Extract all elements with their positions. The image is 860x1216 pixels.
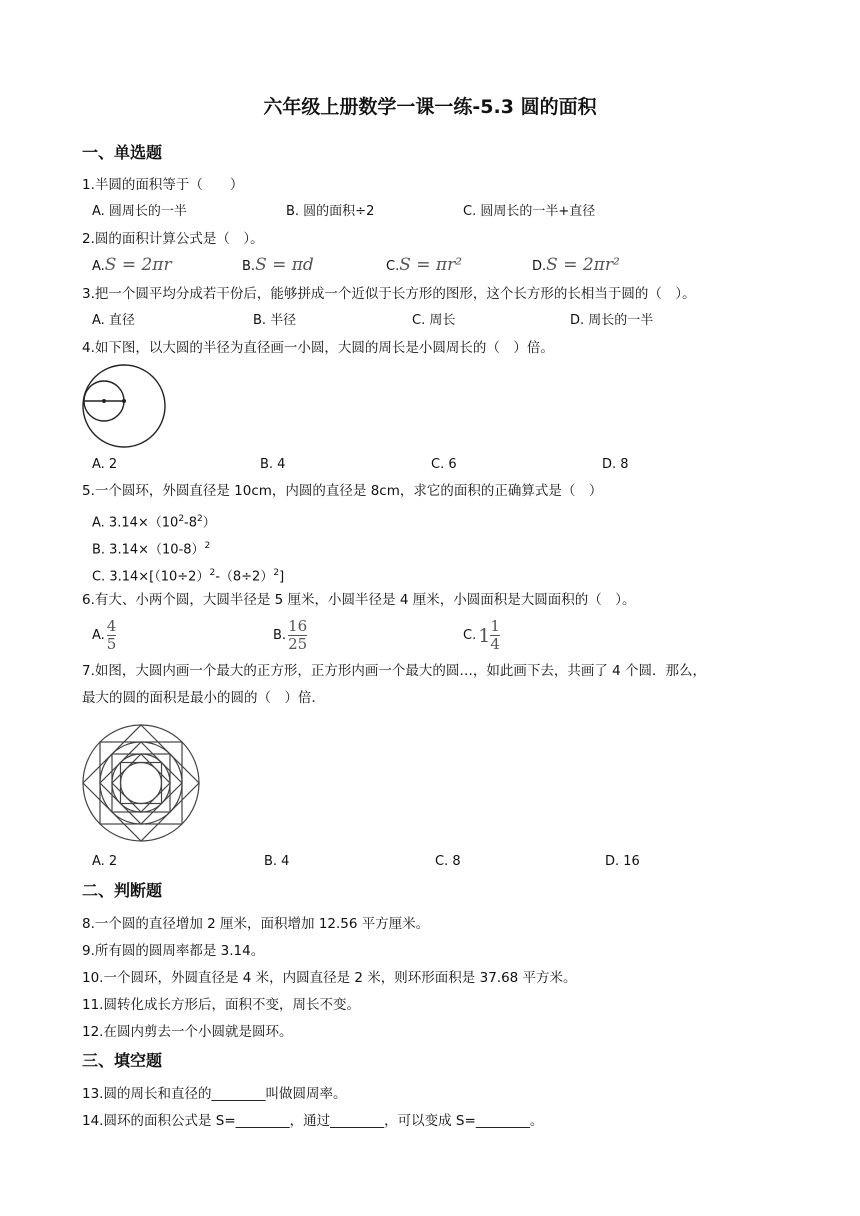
- question-4: 4.如下图，以大圆的半径为直径画一小圆，大圆的周长是小圆周长的（ ）倍。: [82, 340, 554, 356]
- q6-option-b-fraction: [288, 619, 307, 652]
- fraction-denominator: 25: [288, 635, 308, 653]
- q5-c-exponent: 2: [273, 568, 280, 578]
- question-7-line-1: 7.如图，大圆内画一个最大的正方形，正方形内画一个最大的圆…，如此画下去，共画了 4 个圆．那么，: [82, 663, 707, 679]
- question-9: 9.所有圆的圆周率都是 3.14。: [82, 943, 265, 959]
- q4-option-b: B. 4: [260, 457, 286, 472]
- q2-option-d-label: D.: [532, 259, 547, 274]
- question-5: 5.一个圆环，外圆直径是 10cm，内圆的直径是 8cm，求它的面积的正确算式是（ ）: [82, 483, 603, 499]
- q5-option-c: [92, 564, 284, 586]
- q2-option-b-label: B.: [242, 259, 256, 274]
- q7-nested-shapes-figure: [80, 722, 202, 844]
- q4-large-center-dot: [122, 399, 126, 403]
- q6-option-b-label: B.: [273, 627, 287, 643]
- q2-option-a-label: A.: [92, 259, 105, 274]
- page-title: 六年级上册数学一课一练-5.3 圆的面积: [263, 96, 597, 118]
- q2-option-d-formula: S = 2πr²: [546, 255, 620, 275]
- q2-option-a-formula: S = 2πr: [104, 255, 172, 275]
- q2-option-c: [386, 256, 462, 276]
- q7-option-b: B. 4: [264, 854, 290, 869]
- q5-b-part: B. 3.14×（10-8）: [92, 542, 205, 558]
- question-11: 11.圆转化成长方形后，面积不变，周长不变。: [82, 997, 360, 1013]
- mixed-fraction: [490, 619, 500, 652]
- q4-option-a: A. 2: [92, 457, 118, 472]
- question-7-line-2: 最大的圆的面积是最小的圆的（ ）倍．: [82, 690, 325, 706]
- q2-option-b: [242, 256, 314, 276]
- fraction-denominator: 5: [106, 635, 117, 653]
- q1-option-b: B. 圆的面积÷2: [286, 204, 375, 219]
- q6-option-c-mixed-number: [478, 619, 500, 652]
- q7-option-d: D. 16: [605, 854, 640, 869]
- q7-option-c: C. 8: [435, 854, 461, 869]
- q4-option-c: C. 6: [431, 457, 457, 472]
- q2-option-a: [92, 256, 172, 276]
- q4-center-dot: [102, 399, 106, 403]
- q5-a-exponent: 2: [197, 514, 203, 524]
- q2-option-c-label: C.: [386, 259, 400, 274]
- question-8: 8.一个圆的直径增加 2 厘米，面积增加 12.56 平方厘米。: [82, 916, 430, 932]
- q5-b-exponent: 2: [204, 541, 211, 551]
- q2-option-d: [532, 256, 620, 276]
- q5-a-part: -8: [184, 515, 198, 531]
- q1-option-a: A. 圆周长的一半: [92, 204, 187, 219]
- mixed-whole: 1: [478, 624, 491, 647]
- fraction-numerator: 16: [288, 617, 308, 635]
- fraction-denominator: 4: [490, 635, 500, 653]
- question-3: 3.把一个圆平均分成若干份后，能够拼成一个近似于长方形的图形，这个长方形的长相当于圆的（ ）。: [82, 286, 696, 302]
- q1-option-c: C. 圆周长的一半+直径: [463, 204, 596, 219]
- question-10: 10.一个圆环，外圆直径是 4 米，内圆直径是 2 米，则环形面积是 37.68 平方米。: [82, 970, 577, 986]
- q5-option-a: [92, 510, 216, 532]
- q5-c-exponent: 2: [209, 568, 216, 578]
- q3-option-a: A. 直径: [92, 313, 135, 328]
- q6-option-a: [92, 619, 116, 652]
- fraction-numerator: 4: [106, 617, 117, 635]
- question-2: 2.圆的面积计算公式是（ ）。: [82, 231, 264, 247]
- question-6: 6.有大、小两个圆，大圆半径是 5 厘米，小圆半径是 4 厘米，小圆面积是大圆面积的（ ）。: [82, 592, 636, 608]
- fraction-numerator: 1: [490, 617, 500, 635]
- section-heading-single-choice: 一、单选题: [82, 143, 163, 162]
- q3-option-b: B. 半径: [253, 313, 297, 328]
- q6-option-a-fraction: [107, 619, 117, 652]
- question-12: 12.在圆内剪去一个小圆就是圆环。: [82, 1024, 293, 1040]
- q6-option-b: [273, 619, 307, 652]
- q3-option-d: D. 周长的一半: [570, 313, 654, 328]
- q5-a-part: A. 3.14×（10: [92, 515, 179, 531]
- q5-c-part: C. 3.14×[（10÷2）: [92, 569, 210, 585]
- question-1: 1.半圆的面积等于（ ）: [82, 177, 244, 193]
- q6-option-c: [463, 619, 500, 652]
- q5-option-b: [92, 537, 210, 559]
- q7-option-a: A. 2: [92, 854, 118, 869]
- q5-c-part: -（8÷2）: [215, 569, 274, 585]
- section-heading-true-false: 二、判断题: [82, 881, 163, 900]
- question-14: 14.圆环的面积公式是 S=________，通过________，可以变成 S=________。: [82, 1113, 544, 1129]
- q6-option-c-label: C.: [463, 627, 477, 643]
- q4-circles-figure: [80, 362, 168, 450]
- q2-option-c-formula: S = πr²: [399, 255, 463, 275]
- section-heading-fill-blank: 三、填空题: [82, 1051, 163, 1070]
- question-13: 13.圆的周长和直径的________叫做圆周率。: [82, 1086, 347, 1102]
- q5-a-part: ）: [202, 515, 216, 531]
- q4-option-d: D. 8: [602, 457, 629, 472]
- q2-option-b-formula: S = πd: [255, 255, 314, 275]
- q5-c-part: ]: [279, 569, 285, 585]
- q6-option-a-label: A.: [92, 627, 105, 643]
- q5-a-exponent: 2: [178, 514, 185, 524]
- q3-option-c: C. 周长: [412, 313, 456, 328]
